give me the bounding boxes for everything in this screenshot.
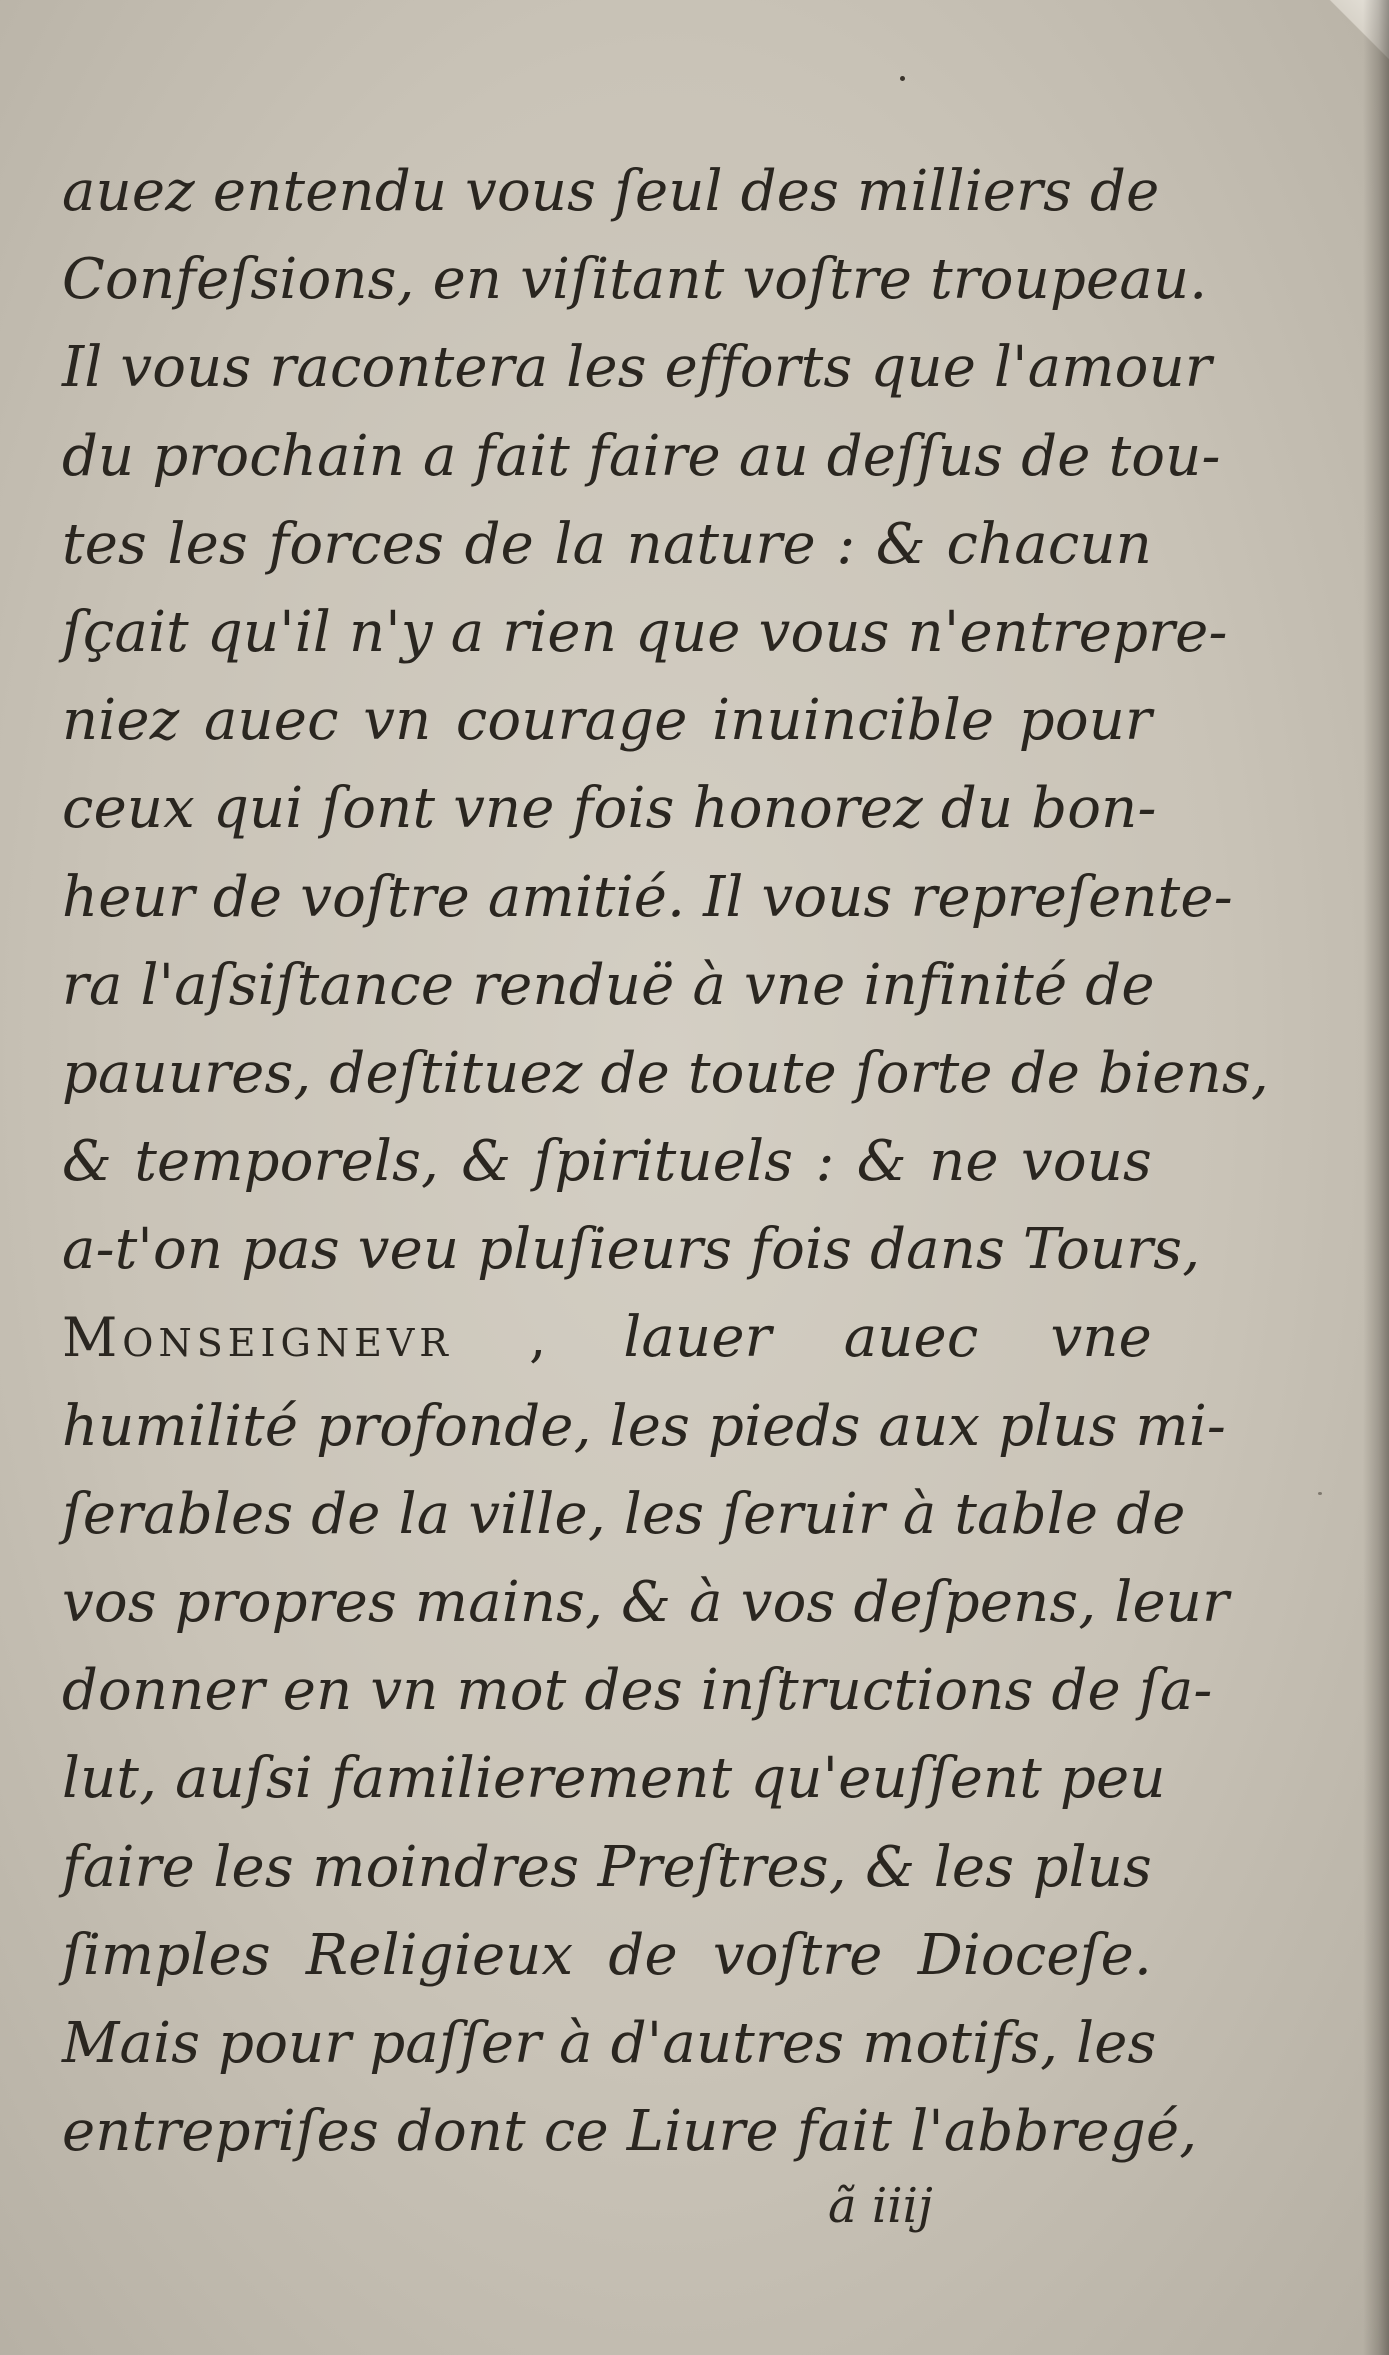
text-line: lut, auſsi familierement qu'euſſent peu (62, 1746, 1166, 1812)
text-line: ceux qui ſont vne fois honorez du bon- (62, 776, 1157, 842)
text-line: ſimples Religieux de voſtre Dioceſe. (62, 1922, 1152, 1988)
text-line: du prochain a fait faire au deſſus de tou- (62, 423, 1221, 489)
ink-speck (1318, 1492, 1322, 1495)
text-line: tes les forces de la nature : & chacun (62, 511, 1152, 577)
text-line: vos propres mains, & à vos deſpens, leur (62, 1570, 1230, 1635)
body-text (62, 148, 1269, 2176)
text-line: ſçait qu'il n'y a rien que vous n'entrepre- (62, 599, 1228, 665)
salutation: Monseignevr , (62, 1306, 552, 1370)
signature-mark: ã iiij (828, 2178, 933, 2234)
text-line: lauer auec vne (623, 1305, 1152, 1371)
text-line: Mais pour paſſer à d'autres motifs, les (62, 2010, 1157, 2076)
text-line: humilité profonde, les pieds aux plus mi- (62, 1393, 1227, 1459)
text-line: ſerables de la ville, les ſeruir à table de (62, 1481, 1186, 1547)
text-line: faire les moindres Preſtres, & les plus (62, 1834, 1152, 1900)
text-line: ra l'aſsiſtance renduë à vne infinité de (62, 952, 1155, 1018)
text-line: & temporels, & ſpirituels : & ne vous (62, 1129, 1152, 1195)
text-line: pauures, deſtituez de toute ſorte de biens, (62, 1040, 1269, 1106)
text-line: auez entendu vous ſeul des milliers de (62, 159, 1160, 224)
ink-speck (900, 76, 905, 81)
text-line: donner en vn mot des inſtructions de ſa- (62, 1658, 1213, 1724)
text-line: niez auec vn courage inuincible pour (62, 688, 1152, 754)
page-edge-shadow (1363, 0, 1389, 2355)
text-line: Confeſsions, en viſitant voſtre troupeau. (62, 247, 1208, 313)
text-line: a-t'on pas veu pluſieurs fois dans Tours, (62, 1217, 1201, 1283)
text-line: heur de voſtre amitié. Il vous repreſente- (62, 864, 1233, 930)
text-line: Il vous racontera les efforts que l'amour (62, 335, 1212, 401)
text-line-with-salutation (62, 1294, 1152, 1382)
text-line: entrepriſes dont ce Liure fait l'abbregé, (62, 2099, 1198, 2165)
